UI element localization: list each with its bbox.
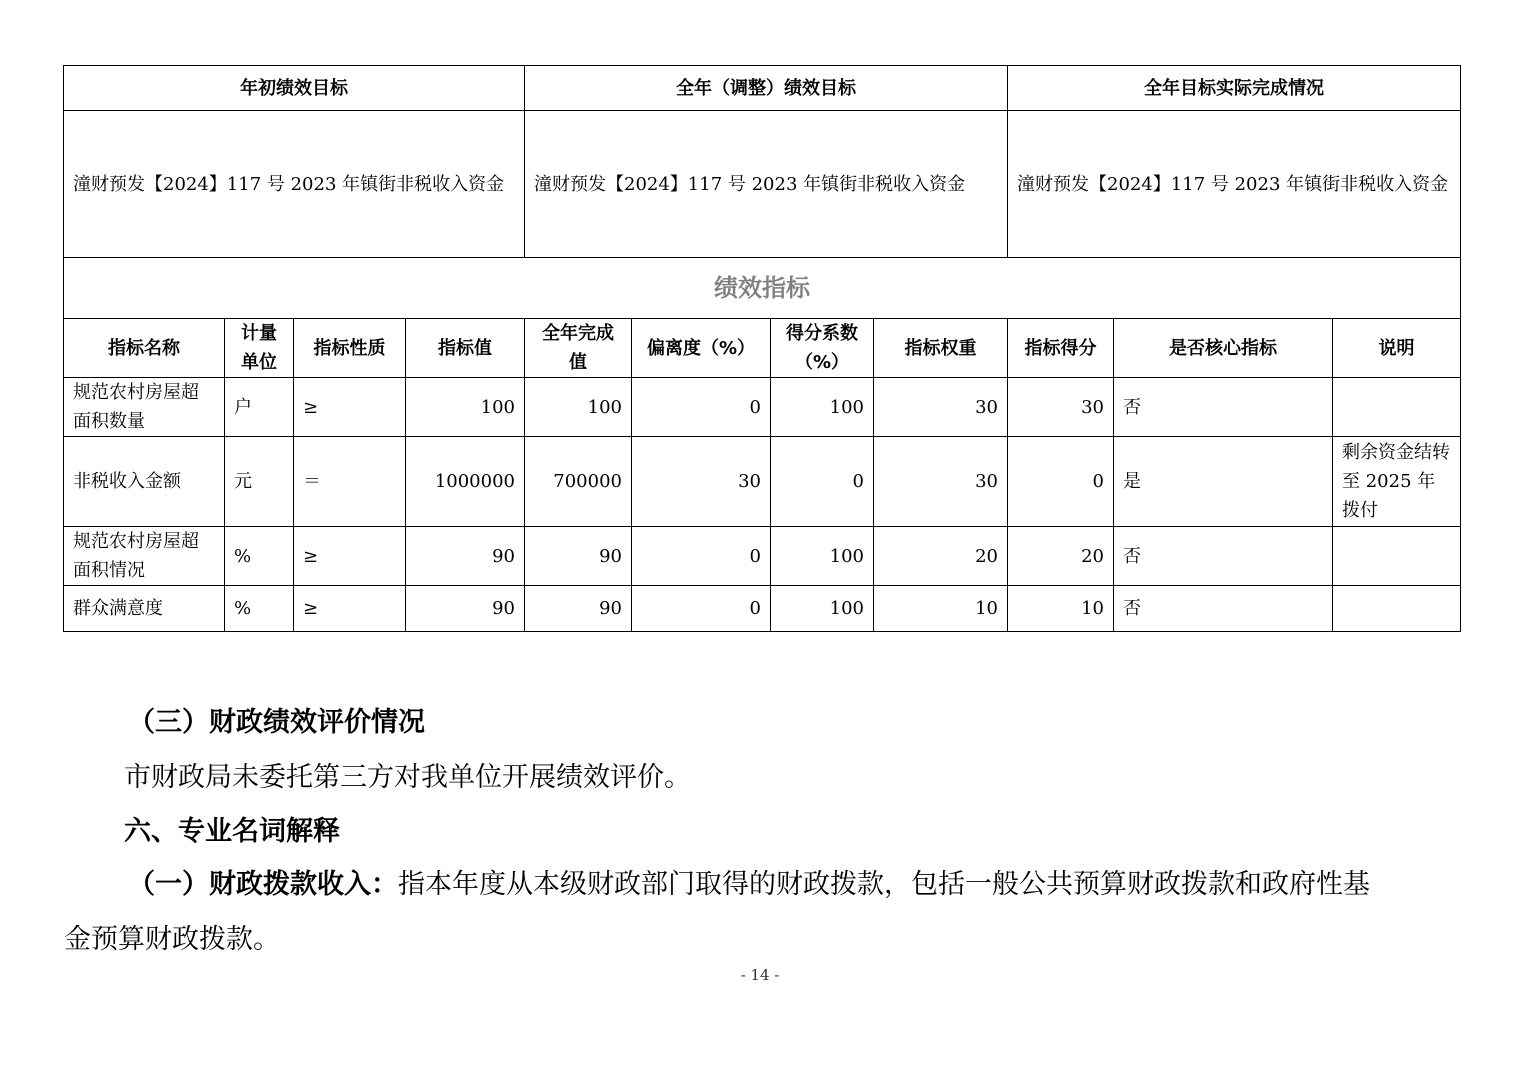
header-weight: 指标权重 <box>874 319 1008 378</box>
header-unit: 计量单位 <box>225 319 294 378</box>
indicator-weight: 20 <box>874 527 1008 586</box>
indicator-value: 100 <box>406 378 525 437</box>
goal-initial-value: 潼财预发【2024】117 号 2023 年镇街非税收入资金 <box>64 111 525 258</box>
indicator-actual: 90 <box>525 586 632 632</box>
indicator-coef: 100 <box>771 586 874 632</box>
indicator-actual: 90 <box>525 527 632 586</box>
indicator-value: 1000000 <box>406 437 525 527</box>
term1-lead: （一）财政拨款收入： <box>128 869 398 900</box>
indicator-note <box>1333 586 1461 632</box>
terms-heading: 六、专业名词解释 <box>124 816 340 847</box>
indicator-coef: 0 <box>771 437 874 527</box>
indicator-coef: 100 <box>771 378 874 437</box>
indicator-name: 规范农村房屋超面积情况 <box>64 527 225 586</box>
indicator-value: 90 <box>406 586 525 632</box>
indicator-nature: ＝ <box>294 437 406 527</box>
header-coef: 得分系数（%） <box>771 319 874 378</box>
indicator-deviation: 30 <box>632 437 771 527</box>
goal-header-actual: 全年目标实际完成情况 <box>1008 66 1461 111</box>
header-note: 说明 <box>1333 319 1461 378</box>
indicator-deviation: 0 <box>632 527 771 586</box>
indicator-unit: 户 <box>225 378 294 437</box>
indicator-weight: 30 <box>874 378 1008 437</box>
table-row <box>64 378 1461 437</box>
table-row <box>64 527 1461 586</box>
table-row <box>64 586 1461 632</box>
indicator-note: 剩余资金结转至 2025 年拨付 <box>1333 437 1461 527</box>
header-core: 是否核心指标 <box>1114 319 1333 378</box>
indicator-score: 30 <box>1008 378 1114 437</box>
goal-header-adjusted: 全年（调整）绩效目标 <box>525 66 1008 111</box>
header-value: 指标值 <box>406 319 525 378</box>
header-nature: 指标性质 <box>294 319 406 378</box>
eval-heading: （三）财政绩效评价情况 <box>128 707 425 738</box>
indicator-nature: ≥ <box>294 378 406 437</box>
header-deviation: 偏离度（%） <box>632 319 771 378</box>
indicator-unit: 元 <box>225 437 294 527</box>
goal-actual-value: 潼财预发【2024】117 号 2023 年镇街非税收入资金 <box>1008 111 1461 258</box>
indicator-core: 否 <box>1114 378 1333 437</box>
indicator-note <box>1333 527 1461 586</box>
eval-text: 市财政局未委托第三方对我单位开展绩效评价。 <box>124 762 691 793</box>
goal-adjusted-value: 潼财预发【2024】117 号 2023 年镇街非税收入资金 <box>525 111 1008 258</box>
indicator-actual: 100 <box>525 378 632 437</box>
term1-continuation: 金预算财政拨款。 <box>64 924 280 955</box>
indicator-score: 20 <box>1008 527 1114 586</box>
indicator-unit: % <box>225 586 294 632</box>
indicator-name: 群众满意度 <box>64 586 225 632</box>
page-number: - 14 - <box>740 966 780 984</box>
indicator-nature: ≥ <box>294 527 406 586</box>
indicator-score: 0 <box>1008 437 1114 527</box>
indicators-section-title: 绩效指标 <box>64 258 1461 319</box>
indicator-unit: % <box>225 527 294 586</box>
term1-text: 指本年度从本级财政部门取得的财政拨款，包括一般公共预算财政拨款和政府性基 <box>398 869 1370 900</box>
indicator-name: 规范农村房屋超面积数量 <box>64 378 225 437</box>
indicator-coef: 100 <box>771 527 874 586</box>
indicator-score: 10 <box>1008 586 1114 632</box>
indicator-weight: 30 <box>874 437 1008 527</box>
performance-table <box>63 65 1461 632</box>
indicator-nature: ≥ <box>294 586 406 632</box>
indicator-value: 90 <box>406 527 525 586</box>
table-row <box>64 437 1461 527</box>
header-name: 指标名称 <box>64 319 225 378</box>
indicator-header-row <box>64 319 1461 378</box>
goal-header-initial: 年初绩效目标 <box>64 66 525 111</box>
indicator-core: 否 <box>1114 527 1333 586</box>
indicator-note <box>1333 378 1461 437</box>
indicator-name: 非税收入金额 <box>64 437 225 527</box>
header-score: 指标得分 <box>1008 319 1114 378</box>
indicator-deviation: 0 <box>632 586 771 632</box>
indicator-core: 否 <box>1114 586 1333 632</box>
indicator-weight: 10 <box>874 586 1008 632</box>
indicator-actual: 700000 <box>525 437 632 527</box>
header-actual: 全年完成值 <box>525 319 632 378</box>
indicator-deviation: 0 <box>632 378 771 437</box>
indicator-core: 是 <box>1114 437 1333 527</box>
term1-paragraph <box>128 862 1370 901</box>
